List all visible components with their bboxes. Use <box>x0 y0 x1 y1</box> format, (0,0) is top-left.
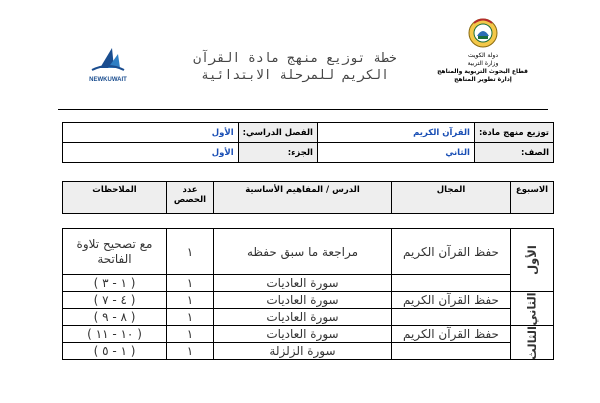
part-value: الأول <box>63 143 239 163</box>
week-label: الثالث <box>524 325 539 360</box>
header-divider <box>58 109 548 110</box>
lesson-cell: سورة العاديات <box>214 309 392 326</box>
grade-value: الثاني <box>317 143 474 163</box>
week-label: الثاني <box>524 291 539 326</box>
week-cell <box>511 292 554 326</box>
ministry-line-2: وزارة التربية <box>467 60 499 67</box>
field-cell: حفظ القرآن الكريم <box>392 326 511 343</box>
semester-value: الأول <box>63 123 239 143</box>
lesson-cell: سورة الزلزلة <box>214 343 392 360</box>
count-cell: ١ <box>167 343 214 360</box>
field-cell: حفظ القرآن الكريم <box>392 229 511 275</box>
table-row <box>63 292 554 309</box>
header-notes: الملاحظات <box>63 182 167 214</box>
notes-cell: ( ١ - ٣ ) <box>63 275 167 292</box>
subject-value: القرآن الكريم <box>317 123 474 143</box>
count-cell: ١ <box>167 229 214 275</box>
grade-label: الصف: <box>474 143 553 163</box>
week-cell <box>511 229 554 292</box>
field-cell: حفظ القرآن الكريم <box>392 292 511 309</box>
header-count: عدد الحصص <box>167 182 214 214</box>
plan-table-header <box>62 181 554 214</box>
header-field: المجال <box>392 182 511 214</box>
header-week: الاسبوع <box>511 182 554 214</box>
ministry-line-4: إدارة تطوير المناهج <box>454 76 512 83</box>
ministry-line-3: قطاع البحوث التربوية والمناهج <box>437 68 528 75</box>
lesson-cell: سورة العاديات <box>214 326 392 343</box>
table-row <box>63 309 554 326</box>
field-cell <box>392 343 511 360</box>
count-cell: ١ <box>167 309 214 326</box>
header-lesson: الدرس / المفاهيم الأساسية <box>214 182 392 214</box>
notes-cell: ( ٤ - ٧ ) <box>63 292 167 309</box>
ministry-header <box>438 14 528 84</box>
field-cell <box>392 275 511 292</box>
title-line-1: خطة توزيع منهج مادة القرآن <box>193 51 397 66</box>
kuwait-emblem-icon <box>466 14 500 52</box>
new-kuwait-logo <box>78 42 138 84</box>
part-label: الجزء: <box>238 143 317 163</box>
notes-cell: مع تصحيح تلاوة الفاتحة <box>63 229 167 275</box>
field-cell <box>392 309 511 326</box>
week-cell <box>511 326 554 360</box>
semester-label: الفصل الدراسي: <box>238 123 317 143</box>
title-line-2: الكريم للمرحلة الابتدائية <box>201 68 389 83</box>
plan-table-body <box>62 228 554 360</box>
lesson-cell: مراجعة ما سبق حفظه <box>214 229 392 275</box>
count-cell: ١ <box>167 326 214 343</box>
notes-cell: ( ١٠ - ١١ ) <box>63 326 167 343</box>
notes-cell: ( ١ - ٥ ) <box>63 343 167 360</box>
table-row <box>63 229 554 275</box>
count-cell: ١ <box>167 292 214 309</box>
logo-text: NEWKUWAIT <box>89 77 127 83</box>
notes-cell: ( ٨ - ٩ ) <box>63 309 167 326</box>
week-label: الأول <box>524 245 539 275</box>
count-cell: ١ <box>167 275 214 292</box>
table-row <box>63 343 554 360</box>
lesson-cell: سورة العاديات <box>214 292 392 309</box>
info-table <box>62 122 554 163</box>
document-title <box>160 50 430 84</box>
table-row <box>63 275 554 292</box>
table-row <box>63 326 554 343</box>
subject-label: توزيع منهج مادة: <box>474 123 553 143</box>
lesson-cell: سورة العاديات <box>214 275 392 292</box>
ministry-line-1: دولة الكويت <box>468 52 498 59</box>
